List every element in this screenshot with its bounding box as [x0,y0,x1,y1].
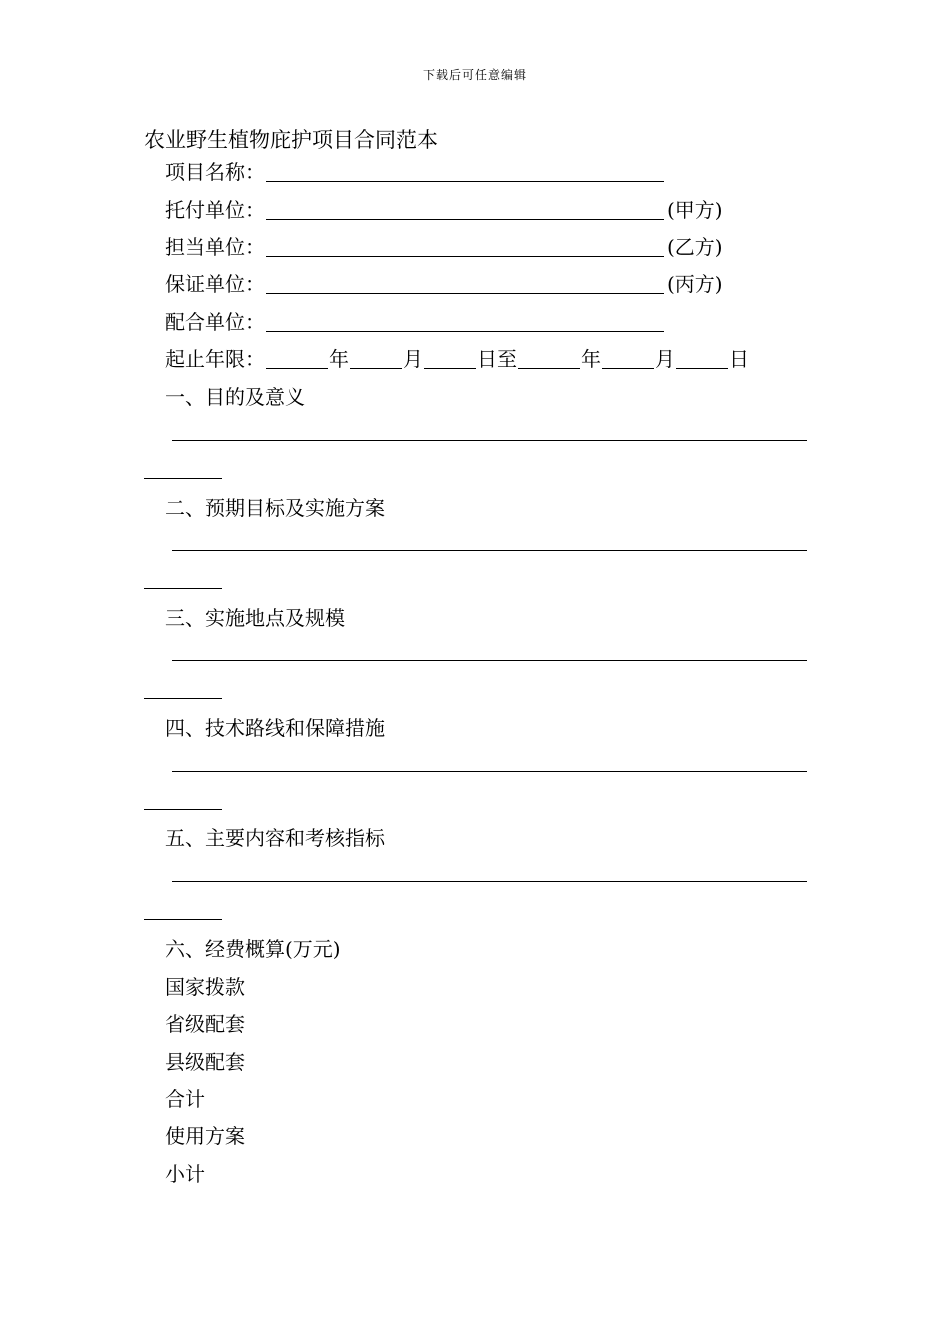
section-heading: 三、实施地点及规模 [165,606,345,630]
field-guarantee-unit [165,267,723,297]
party-b-suffix: (乙方) [667,235,723,259]
document-title: 农业野生植物庇护项目合同范本 [144,128,438,152]
project-name-blank[interactable] [266,159,664,182]
section-heading: 一、目的及意义 [165,385,305,409]
budget-item: 省级配套 [165,1012,245,1036]
budget-item: 县级配套 [165,1050,245,1074]
budget-item: 国家拨款 [165,975,245,999]
field-label: 配合单位： [165,310,265,334]
field-period [165,342,749,372]
field-label: 托付单位： [165,198,265,222]
start-month-blank[interactable] [350,346,402,369]
section-3-answer-line[interactable] [172,660,807,661]
month-unit: 月 [655,347,675,371]
start-day-blank[interactable] [424,346,476,369]
field-label: 起止年限： [165,347,265,371]
section-4-answer-line-cont[interactable] [144,809,222,810]
budget-item: 合计 [165,1087,205,1111]
section-heading: 六、经费概算(万元) [165,937,341,961]
section-2-answer-line[interactable] [172,550,807,551]
year-unit: 年 [329,347,349,371]
section-3-answer-line-cont[interactable] [144,698,222,699]
field-client-unit [165,193,723,223]
start-year-blank[interactable] [266,346,328,369]
guarantee-unit-blank[interactable] [266,271,664,294]
client-unit-blank[interactable] [266,197,664,220]
field-label: 保证单位： [165,272,265,296]
field-label: 项目名称： [165,160,265,184]
budget-item: 小计 [165,1162,205,1186]
section-5-answer-line-cont[interactable] [144,919,222,920]
field-cooperating-unit [165,305,665,335]
party-c-suffix: (丙方) [667,272,723,296]
section-heading: 四、技术路线和保障措施 [165,716,385,740]
field-label: 担当单位： [165,235,265,259]
section-4-answer-line[interactable] [172,771,807,772]
cooperating-unit-blank[interactable] [266,309,664,332]
page-header-note: 下载后可任意编辑 [422,68,527,82]
section-2-answer-line-cont[interactable] [144,588,222,589]
month-unit: 月 [403,347,423,371]
budget-item: 使用方案 [165,1124,245,1148]
day-unit: 日 [729,347,749,371]
section-1-answer-line-cont[interactable] [144,478,222,479]
section-heading: 二、预期目标及实施方案 [165,496,385,520]
party-a-suffix: (甲方) [667,198,723,222]
year-unit: 年 [581,347,601,371]
section-heading: 五、主要内容和考核指标 [165,826,385,850]
day-to-unit: 日至 [477,347,517,371]
end-day-blank[interactable] [676,346,728,369]
end-year-blank[interactable] [518,346,580,369]
section-1-answer-line[interactable] [172,440,807,441]
undertaking-unit-blank[interactable] [266,234,664,257]
field-undertaking-unit [165,230,723,260]
end-month-blank[interactable] [602,346,654,369]
field-project-name [165,155,665,185]
section-5-answer-line[interactable] [172,881,807,882]
